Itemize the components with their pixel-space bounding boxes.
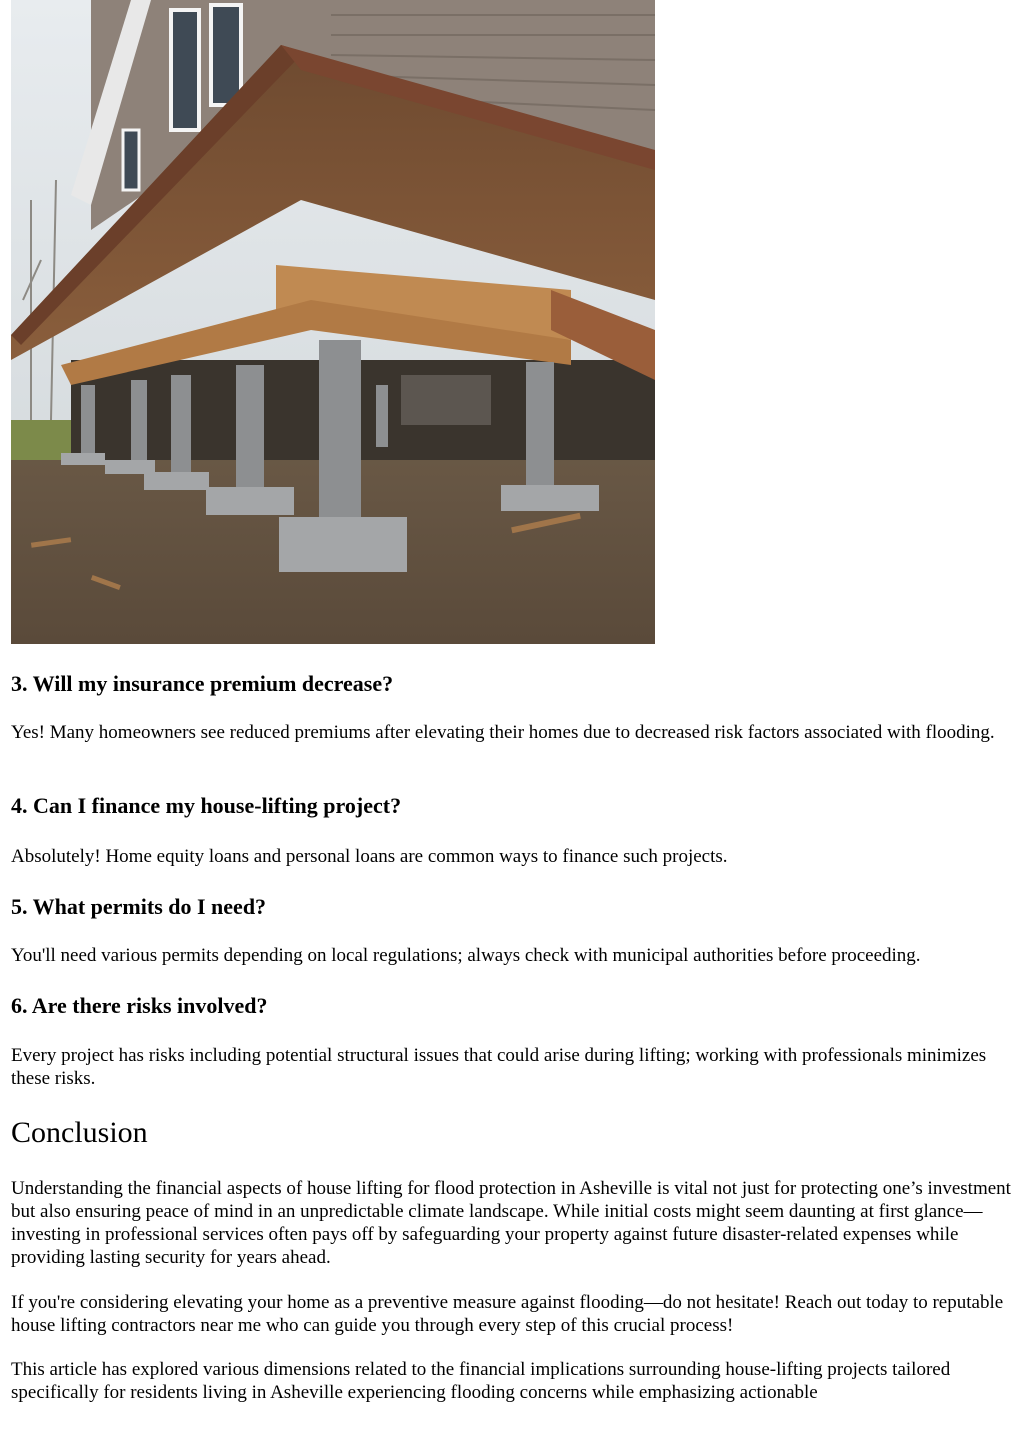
- conclusion-paragraph: This article has explored various dimensions related to the financial implications surrounding house-lifting projects tailored specifically for residents living in Asheville experiencing flooding concerns while emphasizing actionable: [11, 1359, 951, 1403]
- conclusion-paragraph: Understanding the financial aspects of house lifting for flood protection in Asheville is vital not just for protecting one’s investment but also ensuring peace of mind in an unpredictable climate landscape. While initial costs might seem daunting at first glance—investing in professional services often pays off by safeguarding your property against future disaster-related expenses while providing lasting security for years ahead.: [11, 1178, 1011, 1268]
- conclusion-heading: Conclusion: [11, 1116, 148, 1149]
- faq-answer: Yes! Many homeowners see reduced premiums after elevating their homes due to decreased risk factors associated with flooding.: [11, 722, 995, 743]
- house-on-piers-photo: [11, 0, 655, 644]
- faq-heading: 5. What permits do I need?: [11, 894, 267, 919]
- article-content: [11, 0, 1011, 1403]
- conclusion-paragraph: If you're considering elevating your home as a preventive measure against flooding—do not hesitate! Reach out today to reputable house lifting contractors near me who can guide you through every step of this crucial process!: [11, 1292, 1004, 1336]
- faq-answer: Absolutely! Home equity loans and personal loans are common ways to finance such projects.: [11, 846, 728, 867]
- faq-heading: 3. Will my insurance premium decrease?: [11, 671, 394, 696]
- faq-heading: 4. Can I finance my house-lifting project?: [11, 793, 402, 818]
- faq-answer: Every project has risks including potential structural issues that could arise during lifting; working with professionals minimizes these risks.: [11, 1045, 987, 1089]
- faq-heading: 6. Are there risks involved?: [11, 993, 268, 1018]
- faq-answer: You'll need various permits depending on local regulations; always check with municipal authorities before proceeding.: [11, 945, 921, 966]
